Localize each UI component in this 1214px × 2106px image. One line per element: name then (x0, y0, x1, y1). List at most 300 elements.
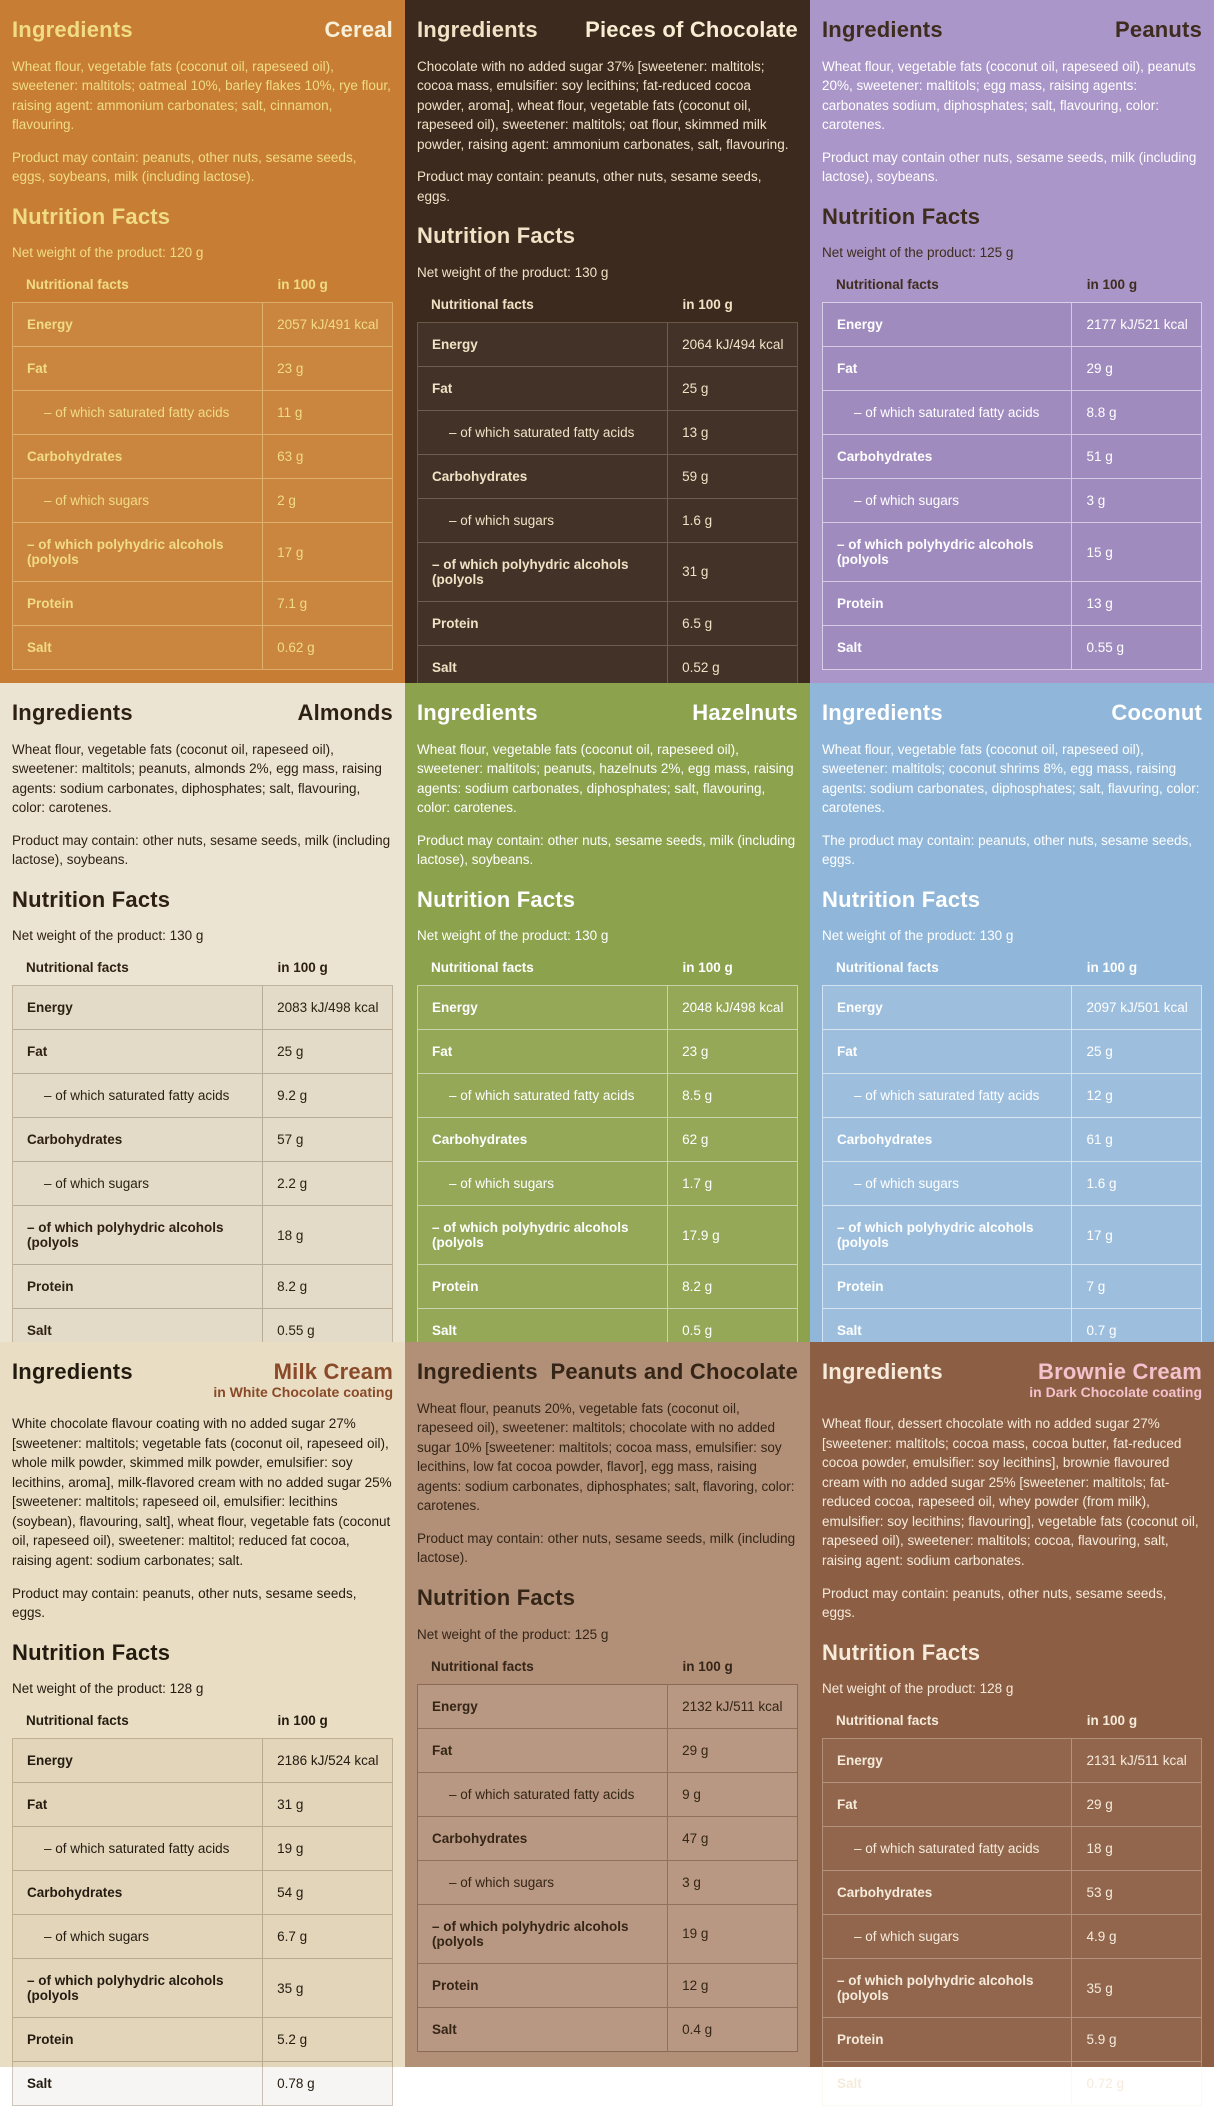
row-value: 12 g (682, 1977, 709, 1993)
row-label: – of which saturated fatty acids (418, 1773, 668, 1816)
table-header (822, 277, 1202, 292)
table-row (13, 1870, 392, 1914)
row-label: Energy (418, 986, 668, 1029)
row-label: Carbohydrates (13, 1871, 263, 1914)
table-row (823, 1264, 1201, 1308)
table-row (13, 522, 392, 581)
row-value: 9 g (682, 1786, 701, 1802)
row-label: – of which polyhydric alcohols (polyols (418, 1905, 668, 1963)
row-value: 8.2 g (682, 1279, 713, 1295)
row-value: 0.55 g (277, 1323, 315, 1339)
nutrition-table (822, 985, 1202, 1353)
row-value: 0.4 g (682, 2021, 713, 2037)
row-value: 35 g (277, 1980, 304, 1996)
panel-header (12, 699, 393, 727)
row-value: 2131 kJ/511 kcal (1086, 1753, 1187, 1769)
net-weight: Net weight of the product: 125 g (417, 1626, 609, 1642)
product-title: Hazelnuts (692, 700, 798, 725)
net-weight: Net weight of the product: 128 g (12, 1681, 204, 1697)
product-title-block (585, 17, 798, 42)
row-label: – of which polyhydric alcohols (polyols (13, 1959, 263, 2017)
net-weight: Net weight of the product: 130 g (417, 928, 609, 944)
row-label: Salt (13, 1309, 263, 1352)
row-label: – of which sugars (13, 1162, 263, 1205)
nutrition-table (12, 985, 393, 1353)
table-header-col2: in 100 g (682, 960, 733, 976)
table-row (823, 2061, 1201, 2105)
table-row (13, 1914, 392, 1958)
row-value: 17 g (277, 544, 304, 560)
nutrition-table (12, 302, 393, 670)
table-header-col1: Nutritional facts (836, 277, 939, 293)
row-label: – of which sugars (418, 1861, 668, 1904)
ingredients-heading: Ingredients (12, 1359, 133, 1384)
table-header (12, 277, 393, 292)
table-header-col2: in 100 g (1086, 960, 1138, 976)
table-row (823, 346, 1201, 390)
table-row (823, 1205, 1201, 1264)
table-row (13, 581, 392, 625)
row-value: 11 g (277, 405, 303, 421)
table-row (418, 986, 797, 1029)
row-label: Protein (418, 1265, 668, 1308)
row-label: – of which saturated fatty acids (13, 1074, 263, 1117)
product-title: Pieces of Chocolate (585, 17, 798, 42)
product-panel (810, 683, 1214, 1342)
table-row (418, 1029, 797, 1073)
allergen-text: Product may contain: peanuts, other nuts, sesame seeds, eggs. (12, 1585, 357, 1621)
allergen-text: Product may contain: peanuts, other nuts, sesame seeds, eggs. (417, 169, 762, 204)
nutrition-table (417, 322, 798, 690)
table-header-col1: Nutritional facts (26, 1713, 129, 1729)
row-value: 17.9 g (682, 1227, 720, 1243)
table-row (13, 1117, 392, 1161)
row-label: Carbohydrates (418, 1817, 668, 1860)
row-value: 2097 kJ/501 kcal (1086, 1000, 1188, 1016)
net-weight: Net weight of the product: 128 g (822, 1681, 1014, 1697)
table-header-col1: Nutritional facts (431, 1658, 534, 1674)
row-value: 0.72 g (1086, 2076, 1125, 2092)
row-value: 57 g (277, 1132, 304, 1148)
row-value: 18 g (1086, 1841, 1113, 1857)
row-label: – of which saturated fatty acids (13, 1827, 263, 1870)
row-value: 5.9 g (1086, 2032, 1117, 2048)
product-panel (0, 0, 405, 683)
table-row (823, 986, 1201, 1029)
table-header (822, 1713, 1202, 1728)
table-row (823, 1029, 1201, 1073)
ingredients-text: Wheat flour, vegetable fats (coconut oil, rapeseed oil), sweetener: maltitols; oatmeal 10%, barley flakes 10%, rye flour, raising agent: ammonium carbonates; salt, cinnamon, flavouring. (12, 58, 391, 133)
table-header (417, 960, 798, 975)
table-row (418, 601, 797, 645)
row-value: 12 g (1086, 1088, 1113, 1104)
row-value: 1.6 g (682, 512, 713, 528)
row-value: 2064 kJ/494 kcal (682, 336, 784, 352)
product-title-block (551, 1359, 798, 1384)
row-value: 62 g (682, 1132, 709, 1148)
table-row (418, 366, 797, 410)
row-value: 19 g (277, 1841, 304, 1857)
row-label: Fat (418, 367, 668, 410)
allergen-text: The product may contain: peanuts, other nuts, sesame seeds, eggs. (822, 832, 1192, 868)
nutrition-facts-heading: Nutrition Facts (12, 1639, 171, 1665)
row-label: Carbohydrates (823, 1871, 1072, 1914)
row-label: – of which sugars (13, 479, 263, 522)
allergen-text: Product may contain other nuts, sesame seeds, milk (including lactose), soybeans. (822, 149, 1197, 185)
panel-header (822, 16, 1202, 44)
table-row (13, 478, 392, 522)
product-title-block (692, 700, 798, 725)
table-row (823, 1826, 1201, 1870)
table-row (418, 1073, 797, 1117)
ingredients-text: White chocolate flavour coating with no added sugar 27% [sweetener: maltitols; vegetable fats (coconut oil, rapeseed oil), whole milk powder, skimmed milk powder, emulsifier: soy lecithins, aroma], milk-flavored cream with no added sugar 25% [sweetener: maltitols; rapeseed oil, emulsifier: lecithins (soybean), flavouring, salt], wheat flour, vegetable fats (coconut oil, rapeseed oil), sweetener: maltitol; reduced fat cocoa, raising agent: sodium carbonates; salt. (12, 1416, 392, 1569)
ingredients-heading: Ingredients (417, 1359, 538, 1384)
table-row (823, 1117, 1201, 1161)
table-row (13, 346, 392, 390)
row-value: 3 g (1086, 493, 1106, 509)
product-panel (405, 683, 810, 1342)
row-value: 8.8 g (1086, 405, 1117, 421)
row-label: Salt (13, 626, 263, 669)
net-weight: Net weight of the product: 120 g (12, 245, 204, 261)
row-label: Protein (13, 2018, 263, 2061)
table-header-col2: in 100 g (277, 960, 328, 976)
row-label: – of which polyhydric alcohols (polyols (823, 523, 1072, 581)
table-row (418, 1685, 797, 1728)
product-panel (0, 683, 405, 1342)
row-value: 8.5 g (682, 1088, 713, 1104)
ingredients-text: Wheat flour, dessert chocolate with no added sugar 27% [sweetener: maltitols; cocoa mass, cocoa butter, fat-reduced cocoa powder, emulsifier: soy lecithins], brownie flavoured cream with no added sugar 25% [sweetener: maltitols; fat-reduced cocoa, rapeseed oil, whey powder (from milk), emulsifier: soy lecithins; flavouring], vegetable fats (coconut oil, rapeseed oil), sweetener: maltitols; cocoa, flavouring, salt, raising agent: sodium carbonates. (822, 1416, 1199, 1569)
row-value: 17 g (1086, 1227, 1113, 1243)
table-row (823, 581, 1201, 625)
ingredients-heading: Ingredients (417, 17, 538, 42)
row-label: – of which saturated fatty acids (823, 391, 1072, 434)
table-row (823, 2017, 1201, 2061)
row-label: Protein (13, 1265, 263, 1308)
table-row (13, 625, 392, 669)
nutrition-table (417, 985, 798, 1353)
row-label: Energy (13, 1739, 263, 1782)
table-row (13, 390, 392, 434)
row-value: 2132 kJ/511 kcal (682, 1698, 783, 1714)
panel-header (417, 1358, 798, 1386)
ingredients-text: Wheat flour, vegetable fats (coconut oil, rapeseed oil), sweetener: maltitols; peanuts, almonds 2%, egg mass, raising agents: sodium carbonates, diphosphates; salt, flavouring, color: carotenes. (12, 741, 382, 816)
product-title: Brownie Cream (1038, 1359, 1202, 1384)
row-value: 13 g (682, 424, 709, 440)
row-value: 59 g (682, 468, 709, 484)
row-label: Salt (823, 1309, 1072, 1352)
net-weight: Net weight of the product: 125 g (822, 245, 1014, 261)
row-value: 25 g (277, 1044, 304, 1060)
row-value: 29 g (682, 1742, 709, 1758)
product-title-block (297, 700, 393, 725)
row-value: 5.2 g (277, 2032, 308, 2048)
table-row (13, 1826, 392, 1870)
table-row (418, 1904, 797, 1963)
row-value: 31 g (277, 1797, 304, 1813)
row-label: – of which saturated fatty acids (823, 1827, 1072, 1870)
row-label: Fat (823, 1030, 1072, 1073)
row-label: – of which sugars (823, 479, 1072, 522)
ingredients-text: Wheat flour, vegetable fats (coconut oil, rapeseed oil), peanuts 20%, sweetener: maltitols; egg mass, raising agents: carbonates sodium, diphosphates; salt, flavouring, color: carotenes. (822, 58, 1196, 133)
nutrition-facts-heading: Nutrition Facts (822, 203, 981, 229)
row-label: Energy (13, 986, 263, 1029)
net-weight: Net weight of the product: 130 g (822, 928, 1014, 944)
allergen-text: Product may contain: other nuts, sesame seeds, milk (including lactose), soybeans. (12, 832, 391, 868)
table-header-col1: Nutritional facts (431, 960, 534, 976)
nutrition-table (822, 1738, 1202, 2106)
table-header-col1: Nutritional facts (26, 277, 129, 293)
table-row (418, 1860, 797, 1904)
row-value: 18 g (277, 1227, 304, 1243)
row-label: Energy (13, 303, 263, 346)
table-row (418, 323, 797, 366)
table-header (822, 960, 1202, 975)
ingredients-text: Wheat flour, vegetable fats (coconut oil, rapeseed oil), sweetener: maltitols; coconut shrims 8%, egg mass, raising agents: sodium carbonates, diphosphates; salt, flavuring, color: carotenes. (822, 741, 1200, 816)
row-value: 2186 kJ/524 kcal (277, 1753, 379, 1769)
table-header-col1: Nutritional facts (836, 1713, 939, 1729)
row-value: 2 g (277, 493, 296, 509)
table-row (823, 1739, 1201, 1782)
product-title: Coconut (1111, 700, 1202, 725)
table-row (418, 1772, 797, 1816)
row-label: Carbohydrates (13, 1118, 263, 1161)
product-title-block (1115, 17, 1202, 42)
row-value: 0.62 g (277, 640, 315, 656)
row-label: Fat (418, 1030, 668, 1073)
net-weight: Net weight of the product: 130 g (417, 264, 609, 280)
row-label: – of which polyhydric alcohols (polyols (13, 1206, 263, 1264)
row-label: Carbohydrates (13, 435, 263, 478)
table-row (13, 2017, 392, 2061)
row-label: Protein (823, 582, 1072, 625)
product-title: Cereal (324, 17, 393, 42)
product-title: Peanuts and Chocolate (550, 1359, 798, 1384)
table-row (418, 1728, 797, 1772)
row-value: 3 g (682, 1874, 701, 1890)
product-panel (0, 1342, 405, 2092)
row-value: 47 g (682, 1830, 709, 1846)
row-value: 2057 kJ/491 kcal (277, 317, 379, 333)
table-header-col1: Nutritional facts (836, 960, 939, 976)
table-row (418, 1264, 797, 1308)
table-header (12, 1713, 393, 1728)
row-label: Fat (13, 1783, 263, 1826)
table-row (418, 454, 797, 498)
panel-header (417, 699, 798, 727)
ingredients-text: Wheat flour, peanuts 20%, vegetable fats (coconut oil, rapeseed oil), sweetener: maltitols; chocolate with no added sugar 10% [sweetener: maltitols; cocoa mass, emulsifier: soy lecithins, low fat cocoa powder, flavor], egg mass, raising agents: sodium carbonates, diphosphates; salt, flavoring, color: carotenes. (417, 1400, 795, 1514)
panel-header (822, 1358, 1202, 1401)
row-label: Carbohydrates (823, 435, 1072, 478)
row-label: Energy (823, 303, 1072, 346)
allergen-text: Product may contain: other nuts, sesame seeds, milk (including lactose), soybeans. (417, 832, 796, 868)
ingredients-heading: Ingredients (417, 700, 538, 725)
table-row (418, 542, 797, 601)
row-value: 54 g (277, 1885, 304, 1901)
ingredients-text: Chocolate with no added sugar 37% [sweetener: maltitols; cocoa mass, emulsifier: soy lecithins; fat-reduced cocoa powder, aroma], wheat flour, vegetable fats (coconut oil, rapeseed oil), sweetener: maltitols; oat flour, skimmed milk powder, raising agent: ammonium carbonates, salt, flavouring. (417, 58, 789, 152)
row-label: Carbohydrates (823, 1118, 1072, 1161)
table-row (823, 1782, 1201, 1826)
table-row (418, 1205, 797, 1264)
table-row (823, 1073, 1201, 1117)
table-row (13, 1782, 392, 1826)
row-label: Fat (823, 1783, 1072, 1826)
nutrition-facts-heading: Nutrition Facts (12, 203, 171, 229)
product-subtitle: in Dark Chocolate coating (1029, 1384, 1202, 1401)
nutrition-facts-heading: Nutrition Facts (12, 886, 171, 912)
row-value: 6.5 g (682, 615, 713, 631)
row-label: Protein (418, 1964, 668, 2007)
row-label: Fat (13, 347, 263, 390)
nutrition-table (12, 1738, 393, 2106)
row-value: 35 g (1086, 1980, 1113, 1996)
row-label: – of which polyhydric alcohols (polyols (823, 1959, 1072, 2017)
ingredients-heading: Ingredients (822, 17, 943, 42)
table-header (12, 960, 393, 975)
allergen-text: Product may contain: peanuts, other nuts, sesame seeds, eggs. (822, 1585, 1167, 1621)
table-row (13, 303, 392, 346)
table-row (823, 1958, 1201, 2017)
table-row (418, 2007, 797, 2051)
table-row (13, 1739, 392, 1782)
row-value: 0.55 g (1086, 640, 1125, 656)
ingredients-heading: Ingredients (12, 17, 133, 42)
table-header-col2: in 100 g (1086, 1713, 1138, 1729)
nutrition-table (822, 302, 1202, 670)
panel-header (417, 16, 798, 44)
table-row (418, 498, 797, 542)
row-value: 1.6 g (1086, 1176, 1117, 1192)
row-label: Carbohydrates (418, 1118, 668, 1161)
row-label: Protein (823, 2018, 1072, 2061)
row-value: 23 g (682, 1044, 709, 1060)
row-value: 61 g (1086, 1132, 1113, 1148)
product-panel (810, 0, 1214, 683)
table-header (417, 1659, 798, 1674)
row-label: – of which sugars (13, 1915, 263, 1958)
table-row (418, 1816, 797, 1860)
row-label: Protein (823, 1265, 1072, 1308)
row-value: 25 g (1086, 1044, 1113, 1060)
row-label: – of which saturated fatty acids (823, 1074, 1072, 1117)
row-label: Fat (13, 1030, 263, 1073)
row-label: Energy (418, 1685, 668, 1728)
ingredients-heading: Ingredients (822, 1359, 943, 1384)
table-row (13, 1073, 392, 1117)
table-row (13, 1958, 392, 2017)
row-label: Energy (823, 1739, 1072, 1782)
row-value: 53 g (1086, 1885, 1113, 1901)
row-value: 0.5 g (682, 1323, 713, 1339)
table-row (418, 1117, 797, 1161)
row-label: – of which sugars (418, 1162, 668, 1205)
panel-header (12, 1358, 393, 1401)
table-row (823, 625, 1201, 669)
row-label: – of which sugars (418, 499, 668, 542)
table-header-col1: Nutritional facts (26, 960, 129, 976)
nutrition-facts-heading: Nutrition Facts (822, 886, 981, 912)
row-label: – of which sugars (823, 1162, 1072, 1205)
table-row (823, 1914, 1201, 1958)
row-label: Fat (418, 1729, 668, 1772)
product-panel (405, 0, 810, 683)
table-header-col2: in 100 g (1086, 277, 1138, 293)
row-label: Salt (418, 2008, 668, 2051)
allergen-text: Product may contain: other nuts, sesame seeds, milk (including lactose). (417, 1530, 796, 1566)
row-label: Protein (13, 582, 263, 625)
row-label: Salt (13, 2062, 263, 2105)
table-row (823, 478, 1201, 522)
row-label: Energy (418, 323, 668, 366)
product-title: Milk Cream (273, 1359, 393, 1384)
row-label: – of which polyhydric alcohols (polyols (13, 523, 263, 581)
row-value: 7.1 g (277, 596, 308, 612)
row-value: 8.2 g (277, 1279, 308, 1295)
product-subtitle: in White Chocolate coating (213, 1384, 393, 1401)
row-label: Fat (823, 347, 1072, 390)
row-value: 63 g (277, 449, 304, 465)
row-label: Energy (823, 986, 1072, 1029)
table-row (13, 1264, 392, 1308)
panel-header (822, 699, 1202, 727)
table-row (13, 1161, 392, 1205)
row-value: 29 g (1086, 361, 1113, 377)
net-weight: Net weight of the product: 130 g (12, 928, 204, 944)
row-label: Salt (418, 646, 668, 689)
row-value: 0.52 g (682, 659, 720, 675)
table-row (13, 1205, 392, 1264)
row-label: Carbohydrates (418, 455, 668, 498)
row-label: – of which polyhydric alcohols (polyols (823, 1206, 1072, 1264)
nutrition-table (417, 1684, 798, 2052)
table-header-col2: in 100 g (682, 296, 733, 312)
row-value: 1.7 g (682, 1176, 713, 1192)
nutrition-facts-heading: Nutrition Facts (417, 1585, 576, 1610)
table-row (418, 410, 797, 454)
row-label: – of which saturated fatty acids (418, 411, 668, 454)
row-value: 51 g (1086, 449, 1113, 465)
table-header-col1: Nutritional facts (431, 296, 534, 312)
product-title-block (1029, 1359, 1202, 1401)
row-value: 2177 kJ/521 kcal (1086, 317, 1188, 333)
table-row (823, 522, 1201, 581)
table-row (823, 1161, 1201, 1205)
row-value: 2.2 g (277, 1176, 308, 1192)
row-label: Protein (418, 602, 668, 645)
row-value: 2048 kJ/498 kcal (682, 1000, 784, 1016)
row-value: 19 g (682, 1926, 709, 1941)
ingredients-heading: Ingredients (12, 700, 133, 725)
row-value: 29 g (1086, 1797, 1113, 1813)
row-label: Salt (418, 1309, 668, 1352)
row-label: – of which sugars (823, 1915, 1072, 1958)
ingredients-text: Wheat flour, vegetable fats (coconut oil, rapeseed oil), sweetener: maltitols; peanuts, hazelnuts 2%, egg mass, raising agents: sodium carbonates, diphosphates; salt, flavouring, color: carotenes. (417, 741, 794, 816)
product-title-block (1111, 700, 1202, 725)
table-header-col2: in 100 g (277, 1713, 328, 1729)
row-value: 31 g (682, 564, 709, 580)
row-value: 25 g (682, 380, 709, 396)
product-panel (810, 1342, 1214, 2092)
table-row (823, 434, 1201, 478)
table-header-col2: in 100 g (277, 277, 328, 293)
nutrition-facts-heading: Nutrition Facts (417, 223, 576, 249)
product-title-block (325, 17, 393, 42)
table-row (13, 434, 392, 478)
table-header (417, 297, 798, 312)
nutrition-facts-heading: Nutrition Facts (417, 886, 576, 912)
table-row (13, 986, 392, 1029)
table-row (418, 1963, 797, 2007)
